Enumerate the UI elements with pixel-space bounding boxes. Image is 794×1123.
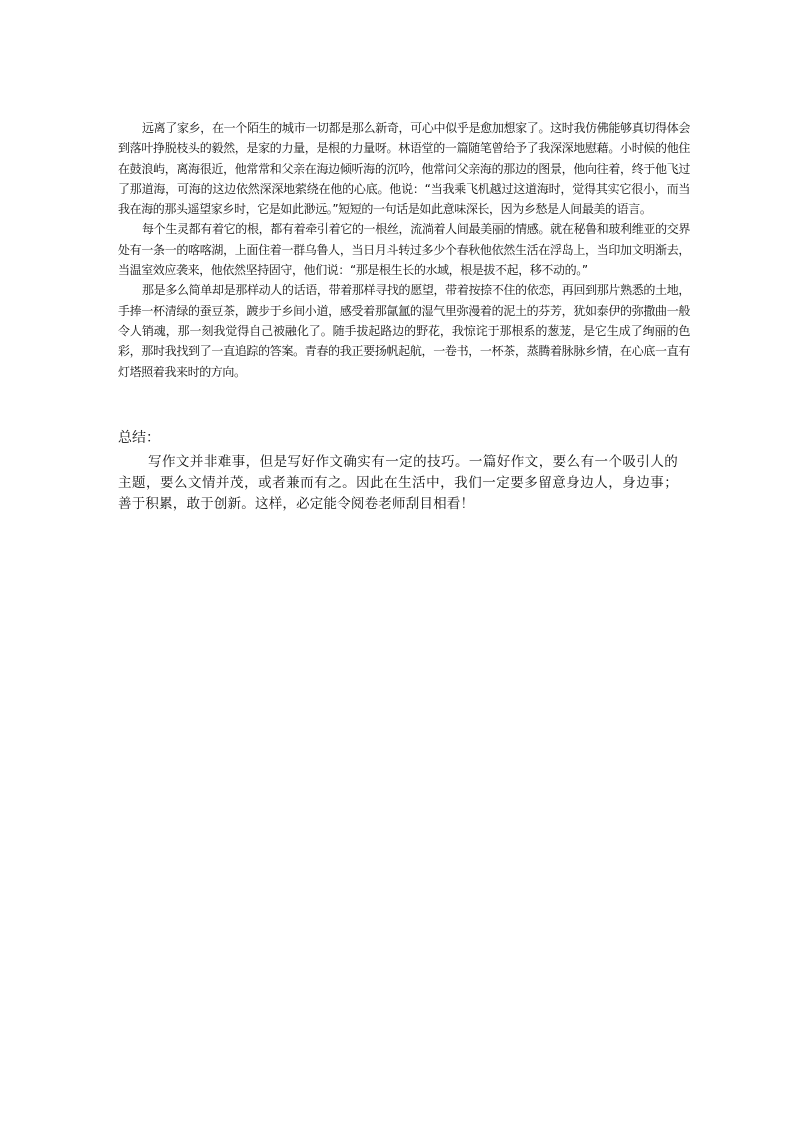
summary-paragraph: 写作文并非难事，但是写好作文确实有一定的技巧。一篇好作文，要么有一个吸引人的主题，要么文情并茂，或者兼而有之。因此在生活中，我们一定要多留意身边人，身边事；善于积累，敢于创新。这样，必定能令阅卷老师刮目相看！	[118, 454, 678, 512]
essay-paragraph-3: 那是多么简单却是那样动人的话语，带着那样寻找的愿望，带着按捺不住的依恋，再回到那片熟悉的土地，手捧一杯清绿的蚕豆茶，踱步于乡间小道，感受着那氤氲的湿气里弥漫着的泥土的芬芳，犹如泰伊的弥撒曲一般令人销魂，那一刻我觉得自己被融化了。随手拔起路边的野花，我惊诧于那根系的葱茏，是它生成了绚丽的色彩，那时我找到了一直追踪的答案。青春的我正要扬帆起航，一卷书，一杯茶，蒸腾着脉脉乡情，在心底一直有灯塔照着我来时的方向。	[118, 283, 690, 379]
essay-paragraph-2: 每个生灵都有着它的根，都有着牵引着它的一根丝，流淌着人间最美丽的情感。就在秘鲁和玻利维亚的交界处有一条一的喀喀湖，上面住着一群乌鲁人，当日月斗转过多少个春秋他依然生活在浮岛上，当印加文明渐去，当温室效应袭来，他依然坚持固守，他们说：“那是根生长的水域，根是拔不起，移不动的。”	[118, 222, 690, 278]
summary-heading: 总结：	[118, 430, 160, 446]
essay-body	[118, 118, 690, 382]
essay-paragraph-1: 远离了家乡，在一个陌生的城市一切都是那么新奇，可心中似乎是愈加想家了。这时我仿佛能够真切得体会到落叶挣脱枝头的毅然，是家的力量，是根的力量呀。林语堂的一篇随笔曾给予了我深深地慰藉。小时候的他住在鼓浪屿，离海很近，他常常和父亲在海边倾听海的沉吟，他常问父亲海的那边的图景，他向往着，终于他飞过了那道海，可海的这边依然深深地萦绕在他的心底。他说：“当我乘飞机越过这道海时，觉得其实它很小，而当我在海的那头遥望家乡时，它是如此渺远。”短短的一句话是如此意味深长，因为乡愁是人间最美的语言。	[118, 121, 690, 217]
